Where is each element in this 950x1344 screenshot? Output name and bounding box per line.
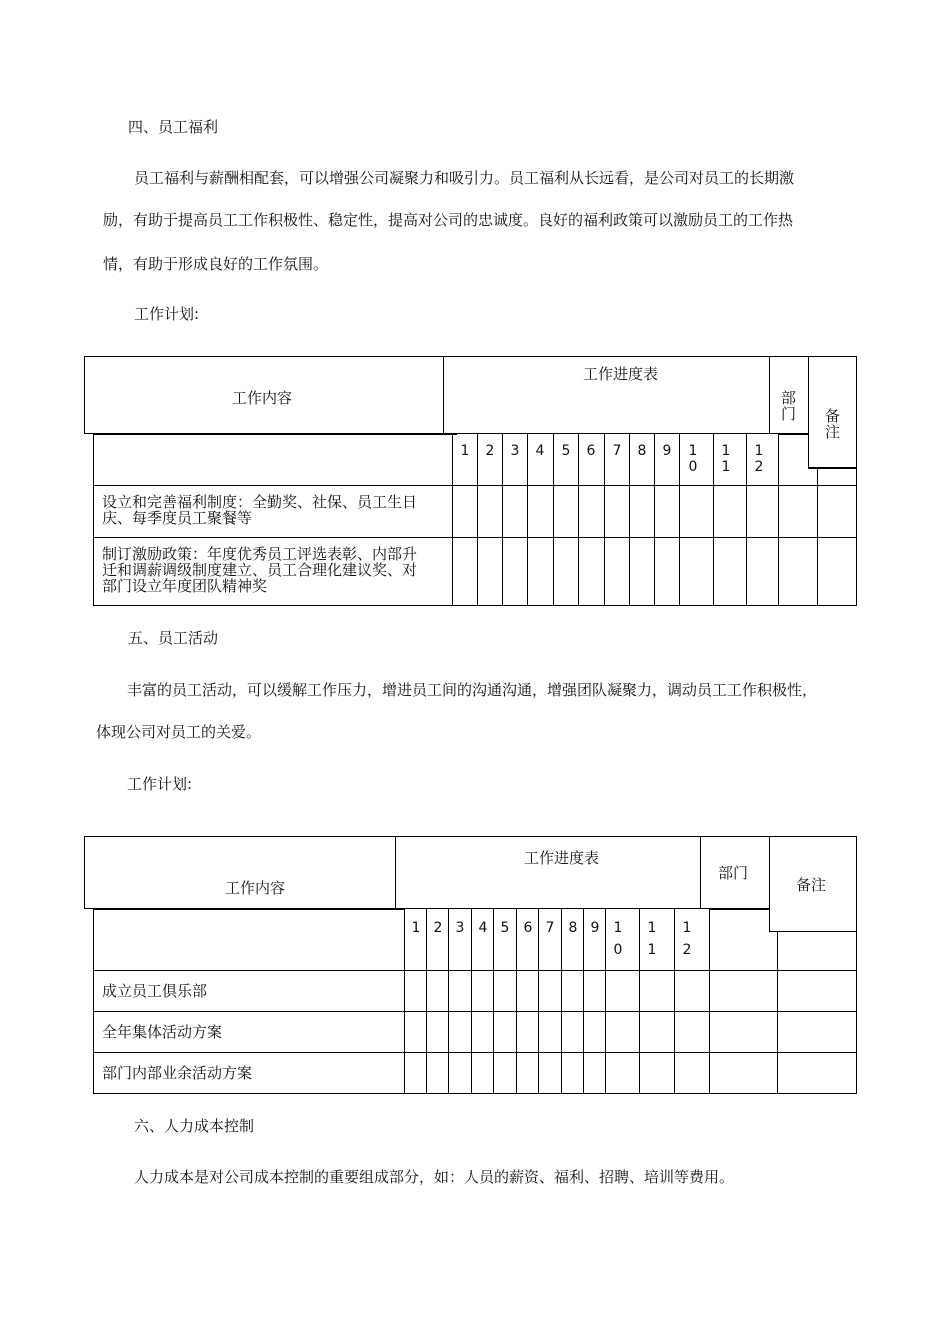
table-2-month-8: 8: [568, 920, 578, 936]
section-5-plan-label: 工作计划:: [127, 775, 193, 793]
table-2-content-header: 工作内容: [225, 879, 286, 897]
table-2-month-4: 4: [478, 920, 488, 936]
table-1-month-10-a: 1: [688, 443, 698, 459]
section-4-heading: 四、员工福利: [128, 118, 219, 136]
table-2-remark-header: 备注: [796, 876, 827, 894]
section-4-paragraph-line-2: 励，有助于提高员工工作积极性、稳定性，提高对公司的忠诚度。良好的福利政策可以激励员工的工作热: [103, 211, 794, 229]
table-2-row-1: 成立员工俱乐部: [102, 982, 208, 1000]
table-1-month-4: 4: [535, 443, 545, 459]
table-2-month-10-a: 1: [613, 920, 623, 936]
table-1-month-11-a: 1: [721, 443, 731, 459]
section-4-paragraph-line-3: 情，有助于形成良好的工作氛围。: [103, 255, 329, 273]
table-1-month-2: 2: [485, 443, 495, 459]
table-1-month-9: 9: [662, 443, 672, 459]
table-1-month-8: 8: [637, 443, 647, 459]
section-4-paragraph-line-1: 员工福利与薪酬相配套，可以增强公司凝聚力和吸引力。员工福利从长远看，是公司对员工的长期激: [134, 169, 795, 187]
table-1-dept-header-2: 门: [781, 405, 797, 423]
table-2-month-5: 5: [500, 920, 510, 936]
table-1-row-1-line-1: 设立和完善福利制度：全勤奖、社保、员工生日: [102, 493, 418, 511]
table-1-month-3: 3: [510, 443, 520, 459]
table-2-month-2: 2: [433, 920, 443, 936]
table-1-month-6: 6: [586, 443, 596, 459]
table-1-remark-header-1: 备: [825, 407, 841, 425]
table-2-row-3: 部门内部业余活动方案: [102, 1064, 253, 1082]
section-4-plan-label: 工作计划:: [134, 305, 200, 323]
table-2-schedule-header: 工作进度表: [524, 849, 600, 867]
table-1-month-7: 7: [612, 443, 622, 459]
table-1-dept-header-1: 部: [781, 389, 797, 407]
table-2-month-11-b: 1: [647, 942, 657, 958]
table-1-remark-header-2: 注: [825, 423, 841, 441]
table-1-month-11-b: 1: [721, 459, 731, 475]
table-1-row-2-line-2: 迁和调薪调级制度建立、员工合理化建议奖、对: [102, 561, 418, 579]
table-2-month-7: 7: [545, 920, 555, 936]
table-1-month-12-b: 2: [754, 459, 764, 475]
table-1-month-5: 5: [561, 443, 571, 459]
section-6-heading: 六、人力成本控制: [134, 1117, 255, 1135]
table-1-row-2-line-1: 制订激励政策：年度优秀员工评选表彰、内部升: [102, 545, 418, 563]
table-1-row-1-line-2: 庆、每季度员工聚餐等: [102, 509, 253, 527]
table-2-month-3: 3: [455, 920, 465, 936]
table-2-month-9: 9: [590, 920, 600, 936]
table-2-month-6: 6: [523, 920, 533, 936]
section-5-paragraph-line-2: 体现公司对员工的关爱。: [96, 723, 262, 741]
table-1-month-12-a: 1: [754, 443, 764, 459]
table-2-month-11-a: 1: [647, 920, 657, 936]
table-2-month-1: 1: [411, 920, 421, 936]
table-1-month-10-b: 0: [688, 459, 698, 475]
table-2-month-10-b: 0: [613, 942, 623, 958]
table-1-schedule-header: 工作进度表: [583, 365, 659, 383]
table-2-month-12-a: 1: [682, 920, 692, 936]
table-1-month-1: 1: [460, 443, 470, 459]
section-6-paragraph: 人力成本是对公司成本控制的重要组成部分，如：人员的薪资、福利、招聘、培训等费用。: [134, 1168, 735, 1186]
table-1-content-header: 工作内容: [232, 389, 293, 407]
section-5-paragraph-line-1: 丰富的员工活动，可以缓解工作压力，增进员工间的沟通沟通，增强团队凝聚力，调动员工工作积极性，: [127, 681, 818, 699]
section-5-heading: 五、员工活动: [128, 629, 219, 647]
table-2-month-12-b: 2: [682, 942, 692, 958]
table-2-row-2: 全年集体活动方案: [102, 1023, 223, 1041]
table-2-dept-header: 部门: [718, 864, 749, 882]
table-1-row-2-line-3: 部门设立年度团队精神奖: [102, 577, 268, 595]
